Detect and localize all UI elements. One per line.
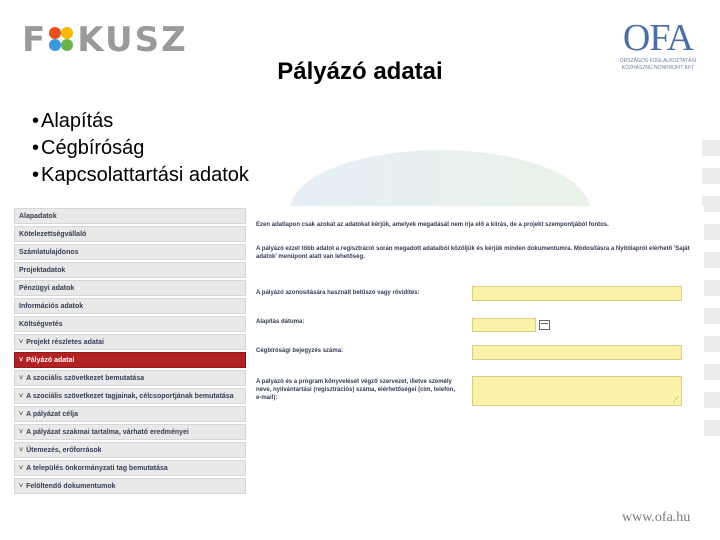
- sidebar-item-palyazo-adatai[interactable]: ˅ Pályázó adatai: [14, 352, 246, 368]
- sidebar-item-projekt-reszletes-adatai[interactable]: ˅ Projekt részletes adatai: [14, 334, 246, 350]
- sidebar-item-dokumentumok[interactable]: ˅ Felöltendő dokumentumok: [14, 478, 246, 494]
- info-text: A pályázó ezzel több adatot a regisztráció során megadott adataiból közöljük és kérjük minden dokumentumra. Módosításra a Nyitólapról elérhető 'Saját adatok' menüpont alatt van lehetőség.: [256, 246, 690, 260]
- short-name-label: A pályázó azonosítására használt betűszó vagy rövidítés:: [256, 290, 420, 296]
- ofa-logo-line2: KÖZHASZNÚ NONPROFIT KFT: [621, 65, 695, 71]
- application-screenshot: [14, 206, 704, 496]
- sidebar-item-alapadatok[interactable]: Alapadatok: [14, 208, 246, 224]
- chevron-down-icon: ˅: [19, 429, 24, 436]
- court-registration-label: Cégbírósági bejegyzés száma:: [256, 348, 344, 354]
- footer-url: www.ofa.hu: [622, 510, 691, 525]
- ofa-logo-line1: ORSZÁGOS FOGLALKOZTATÁSI: [619, 58, 697, 64]
- sidebar-item-informacios-adatok[interactable]: Információs adatok: [14, 298, 246, 314]
- contact-label: A pályázó és a program könyvelését végző szervezet, illetve személy neve, nyilvántartási (regisztrációs) száma, elérhetőségei (cím, telefon, e-mail):: [256, 379, 456, 401]
- chevron-down-icon: ˅: [19, 393, 24, 400]
- short-name-field[interactable]: [472, 286, 682, 301]
- sidebar-item-szamlatulajdonos[interactable]: Számlatulajdonos: [14, 244, 246, 260]
- sidebar-item-penzugyi-adatok[interactable]: Pénzügyi adatok: [14, 280, 246, 296]
- bullet-item: • Cégbíróság: [32, 135, 249, 162]
- resize-handle-icon[interactable]: ⋰: [673, 397, 679, 403]
- flower-icon: [49, 27, 75, 53]
- slide-title: Pályázó adatai: [277, 58, 443, 85]
- sidebar-item-palyazat-celja[interactable]: ˅ A pályázat célja: [14, 406, 246, 422]
- fokusz-logo-rest: KUSZ: [77, 20, 188, 60]
- bullet-item: • Alapítás: [32, 108, 249, 135]
- ofa-logo-text: OFA: [622, 17, 694, 59]
- founded-date-field[interactable]: [472, 318, 536, 332]
- sidebar-item-projektadatok[interactable]: Projektadatok: [14, 262, 246, 278]
- sidebar-nav: [14, 208, 246, 496]
- sidebar-item-tagok-celcsoport[interactable]: ˅ A szociális szövetkezet tagjainak, célcsoportjának bemutatása: [14, 388, 246, 404]
- decorative-stripes: [702, 140, 720, 440]
- chevron-down-icon: ˅: [19, 411, 24, 418]
- chevron-down-icon: ˅: [19, 465, 24, 472]
- chevron-down-icon: ˅: [19, 447, 24, 454]
- fokusz-logo-f: F: [22, 20, 48, 60]
- chevron-down-icon: ˅: [19, 483, 24, 490]
- bullet-item: • Kapcsolattartási adatok: [32, 162, 249, 189]
- sidebar-item-telepules[interactable]: ˅ A település önkormányzati tag bemutatása: [14, 460, 246, 476]
- chevron-down-icon: ˅: [19, 375, 24, 382]
- founded-date-label: Alapítás dátuma:: [256, 319, 305, 325]
- contact-textarea[interactable]: [472, 376, 682, 406]
- chevron-down-icon: ˅: [19, 339, 24, 346]
- sidebar-item-kotelezettsegvallalo[interactable]: Kötelezettségvállaló: [14, 226, 246, 242]
- fokusz-logo: [22, 20, 188, 60]
- calendar-icon[interactable]: [539, 320, 550, 330]
- court-registration-field[interactable]: [472, 345, 682, 360]
- sidebar-item-utemezes[interactable]: ˅ Ütemezés, erőforrások: [14, 442, 246, 458]
- sidebar-item-koltsegvetes[interactable]: Költségvetés: [14, 316, 246, 332]
- chevron-down-icon: ˅: [19, 357, 24, 364]
- sidebar-item-szakmai-tartalom[interactable]: ˅ A pályázat szakmai tartalma, várható eredményei: [14, 424, 246, 440]
- sidebar-item-szovetkezet-bemutatasa[interactable]: ˅ A szociális szövetkezet bemutatása: [14, 370, 246, 386]
- info-text: Ezen adatlapon csak azokat az adatokat kérjük, amelyek megadását nem írja elő a kiírás, de a projekt szempontjából fontos.: [256, 222, 609, 228]
- bullet-list: [32, 108, 249, 189]
